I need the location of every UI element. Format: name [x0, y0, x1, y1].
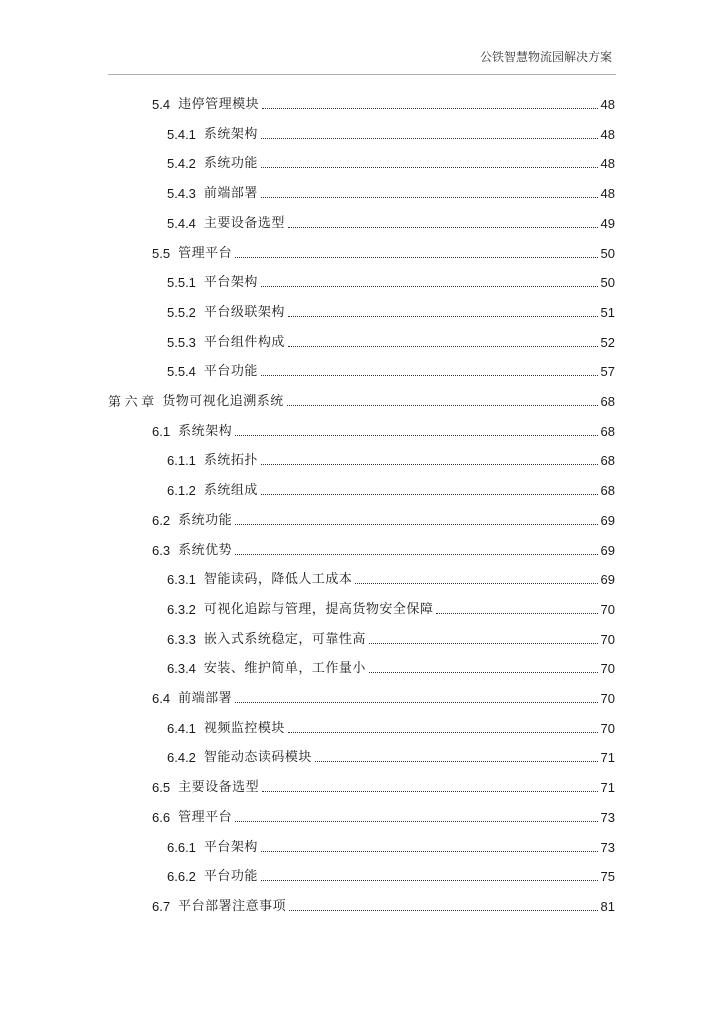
- toc-entry-page-number: 68: [600, 394, 615, 409]
- toc-entry[interactable]: [152, 505, 615, 529]
- dot-leader: [235, 821, 597, 822]
- toc-entry[interactable]: [152, 89, 615, 113]
- toc-entry-title: 平台架构: [203, 839, 258, 855]
- toc-entry-page-number: 71: [600, 750, 615, 766]
- toc-entry[interactable]: [167, 564, 615, 588]
- dot-leader: [235, 257, 597, 258]
- toc-entry-page-number: 70: [600, 601, 615, 617]
- toc-entry-title: 智能读码，降低人工成本: [203, 572, 353, 588]
- toc-entry-number: 6.4.2: [167, 750, 196, 766]
- toc-entry[interactable]: [167, 742, 615, 766]
- toc-entry-number: 6.4: [152, 691, 171, 706]
- toc-entry[interactable]: [108, 386, 615, 410]
- toc-entry-number: 5.5.4: [167, 364, 196, 380]
- toc-entry-page-number: 73: [600, 809, 615, 825]
- dot-leader: [436, 613, 597, 614]
- toc-entry[interactable]: [152, 238, 615, 262]
- toc-entry-page-number: 71: [600, 780, 615, 796]
- toc-entry-title: 平台组件构成: [203, 334, 285, 350]
- toc-entry-title: 系统优势: [178, 542, 233, 558]
- toc-entry-page-number: 48: [600, 156, 615, 172]
- toc-entry-number: 6.1.1: [167, 453, 196, 469]
- toc-entry[interactable]: [167, 208, 615, 232]
- toc-entry-title: 平台架构: [203, 275, 258, 291]
- dot-leader: [235, 554, 597, 555]
- toc-entry-number: 6.7: [152, 898, 171, 914]
- toc-entry-title: 前端部署: [178, 691, 233, 706]
- toc-entry-title: 系统功能: [203, 156, 258, 172]
- dot-leader: [289, 910, 597, 911]
- toc-entry-title: 主要设备选型: [178, 780, 260, 796]
- toc-entry[interactable]: [167, 594, 615, 618]
- toc-entry-page-number: 68: [600, 483, 615, 499]
- toc-entry-number: 5.4.4: [167, 215, 196, 231]
- toc-entry-page-number: 48: [600, 186, 615, 202]
- toc-entry[interactable]: [167, 624, 615, 648]
- dot-leader: [235, 702, 597, 703]
- dot-leader: [355, 583, 597, 584]
- dot-leader: [262, 791, 597, 792]
- toc-entry[interactable]: [152, 535, 615, 559]
- toc-entry-page-number: 70: [600, 691, 615, 706]
- toc-entry-number: 5.5: [152, 245, 171, 261]
- toc-entry-title: 可视化追踪与管理，提高货物安全保障: [203, 601, 434, 617]
- dot-leader: [369, 672, 598, 673]
- toc-entry[interactable]: [167, 861, 615, 885]
- dot-leader: [261, 464, 598, 465]
- toc-entry-page-number: 73: [600, 839, 615, 855]
- toc-entry-number: 6.1.2: [167, 483, 196, 499]
- toc-entry[interactable]: [167, 832, 615, 856]
- toc-entry-number: 6.6.1: [167, 839, 196, 855]
- toc-entry[interactable]: [152, 891, 615, 915]
- toc-entry-page-number: 70: [600, 661, 615, 677]
- toc-entry-number: 5.5.3: [167, 334, 196, 350]
- toc-entry[interactable]: [152, 802, 615, 826]
- dot-leader: [261, 880, 598, 881]
- toc-entry-title: 平台功能: [203, 364, 258, 380]
- toc-entry-title: 平台级联架构: [203, 304, 285, 320]
- toc-entry-title: 平台部署注意事项: [178, 898, 287, 914]
- toc-entry-number: 5.4: [152, 97, 171, 112]
- toc-entry-title: 前端部署: [203, 186, 258, 202]
- toc-entry-number: 6.2: [152, 512, 171, 528]
- toc-entry-title: 系统架构: [203, 126, 258, 142]
- toc-entry-page-number: 49: [600, 215, 615, 231]
- dot-leader: [235, 524, 597, 525]
- toc-entry-number: 6.3.2: [167, 601, 196, 617]
- toc-entry-page-number: 50: [600, 275, 615, 291]
- toc-entry[interactable]: [152, 772, 615, 796]
- toc-entry-number: 6.4.1: [167, 720, 196, 736]
- toc-entry-page-number: 68: [600, 453, 615, 469]
- toc-entry-number: 5.5.2: [167, 304, 196, 320]
- dot-leader: [261, 167, 598, 168]
- toc-entry-number: 6.3: [152, 542, 171, 558]
- toc-entry-page-number: 57: [600, 364, 615, 380]
- toc-entry-page-number: 70: [600, 631, 615, 647]
- toc-entry[interactable]: [167, 119, 615, 143]
- toc-entry[interactable]: [167, 713, 615, 737]
- toc-entry-page-number: 68: [600, 423, 615, 439]
- dot-leader: [261, 375, 598, 376]
- dot-leader: [261, 197, 598, 198]
- dot-leader: [261, 286, 598, 287]
- dot-leader: [288, 227, 598, 228]
- toc-entry-title: 系统组成: [203, 483, 258, 499]
- toc-entry-number: 6.3.4: [167, 661, 196, 677]
- toc-entry[interactable]: [167, 297, 615, 321]
- toc-entry-title: 货物可视化追溯系统: [162, 394, 284, 409]
- dot-leader: [261, 138, 598, 139]
- toc-entry[interactable]: [167, 178, 615, 202]
- toc-entry-title: 嵌入式系统稳定，可靠性高: [203, 631, 366, 647]
- toc-entry-title: 管理平台: [178, 809, 233, 825]
- dot-leader: [287, 405, 598, 406]
- dot-leader: [288, 732, 598, 733]
- toc-entry-number: 6.1: [152, 423, 171, 439]
- dot-leader: [235, 435, 597, 436]
- header-divider: [108, 74, 616, 75]
- toc-entry-title: 系统功能: [178, 512, 233, 528]
- toc-entry[interactable]: [167, 356, 615, 380]
- toc-entry-page-number: 50: [600, 245, 615, 261]
- toc-entry-page-number: 52: [600, 334, 615, 350]
- toc-entry-page-number: 48: [600, 97, 615, 112]
- toc-entry-number: 5.4.2: [167, 156, 196, 172]
- dot-leader: [261, 494, 598, 495]
- toc-entry[interactable]: [167, 475, 615, 499]
- toc-entry[interactable]: [152, 683, 615, 707]
- toc-entry[interactable]: [152, 416, 615, 440]
- toc-entry-number: 6.5: [152, 780, 171, 796]
- toc-entry-page-number: 48: [600, 126, 615, 142]
- toc-entry-page-number: 69: [600, 542, 615, 558]
- toc-entry-title: 安装、维护简单，工作量小: [203, 661, 366, 677]
- toc-entry[interactable]: [167, 267, 615, 291]
- toc-entry-number: 6.6: [152, 809, 171, 825]
- toc-entry-number: 5.5.1: [167, 275, 196, 291]
- toc-entry-page-number: 69: [600, 572, 615, 588]
- dot-leader: [288, 316, 598, 317]
- toc-entry-title: 主要设备选型: [203, 215, 285, 231]
- toc-entry-page-number: 51: [600, 304, 615, 320]
- toc-entry-page-number: 75: [600, 869, 615, 885]
- toc-entry[interactable]: [167, 148, 615, 172]
- dot-leader: [369, 643, 598, 644]
- running-header: 公铁智慧物流园解决方案: [479, 50, 612, 64]
- toc-entry-title: 违停管理模块: [178, 97, 260, 112]
- toc-entry-page-number: 69: [600, 512, 615, 528]
- toc-entry-number: 6.3.1: [167, 572, 196, 588]
- toc-entry-number: 第 六 章: [108, 394, 155, 409]
- toc-entry-title: 视频监控模块: [203, 720, 285, 736]
- dot-leader: [261, 851, 598, 852]
- toc-entry-page-number: 70: [600, 720, 615, 736]
- toc-entry-page-number: 81: [600, 898, 615, 914]
- toc-entry[interactable]: [167, 653, 615, 677]
- toc-entry-number: 6.6.2: [167, 869, 196, 885]
- toc-entry-title: 管理平台: [178, 245, 233, 261]
- toc-entry[interactable]: [167, 445, 615, 469]
- toc-entry-title: 系统架构: [178, 423, 233, 439]
- toc-entry-number: 6.3.3: [167, 631, 196, 647]
- toc-entry-title: 智能动态读码模块: [203, 750, 312, 766]
- dot-leader: [315, 761, 598, 762]
- toc-entry[interactable]: [167, 327, 615, 351]
- toc-entry-number: 5.4.3: [167, 186, 196, 202]
- toc-entry-title: 系统拓扑: [203, 453, 258, 469]
- toc-entry-number: 5.4.1: [167, 126, 196, 142]
- dot-leader: [262, 108, 597, 109]
- dot-leader: [288, 346, 598, 347]
- toc-entry-title: 平台功能: [203, 869, 258, 885]
